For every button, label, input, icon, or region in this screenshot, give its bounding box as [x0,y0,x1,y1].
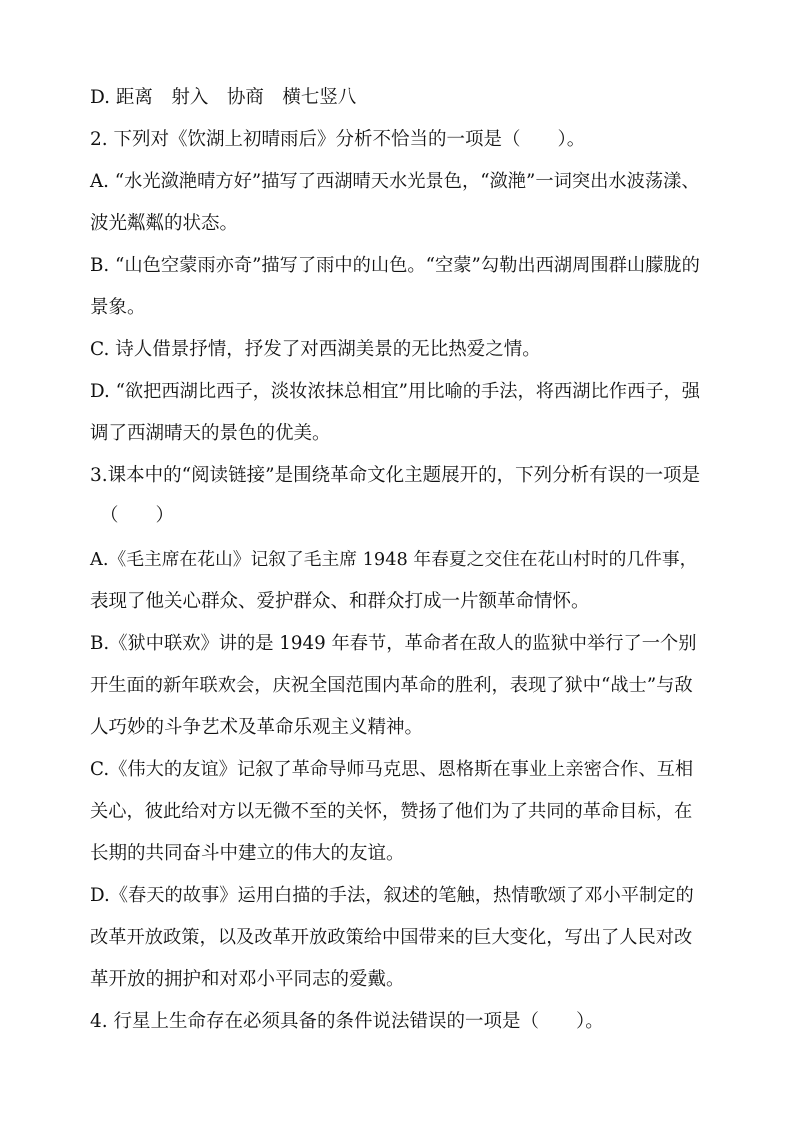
q3-option-b-cont-2: 人巧妙的斗争艺术及革命乐观主义精神。 [90,717,424,738]
q2-option-a: A. “水光潋滟晴方好”描写了西湖晴天水光景色，“潋滟”一词突出水波荡漾、 [90,171,700,192]
q3-option-d: D.《春天的故事》运用白描的手法，叙述的笔触，热情歌颂了邓小平制定的 [90,885,694,906]
q3-option-c: C.《伟大的友谊》记叙了革命导师马克思、恩格斯在事业上亲密合作、互相 [90,759,694,780]
q2-option-d-cont: 调了西湖晴天的景色的优美。 [90,423,331,444]
q3-option-a: A.《毛主席在花山》记叙了毛主席 1948 年春夏之交住在花山村时的几件事， [90,550,698,570]
q2-option-a-cont: 波光粼粼的状态。 [90,213,239,234]
q2-option-d: D. “欲把西湖比西子，淡妆浓抹总相宜”用比喻的手法，将西湖比作西子，强 [90,381,700,402]
q2-option-b: B. “山色空蒙雨亦奇”描写了雨中的山色。“空蒙”勾勒出西湖周围群山朦胧的 [90,255,700,276]
q3-option-a-cont: 表现了他关心群众、爱护群众、和群众打成一片额革命情怀。 [90,591,590,612]
q1-option-d: D. 距离 射入 协商 横七竖八 [90,87,357,108]
q3-option-d-cont-2: 革开放的拥护和对邓小平同志的爱戴。 [90,969,405,990]
q3-option-c-cont-2: 长期的共同奋斗中建立的伟大的友谊。 [90,843,405,864]
q3-answer-bracket: （ ） [100,505,175,526]
q4-stem: 4. 行星上生命存在必须具备的条件说法错误的一项是（ ）。 [90,1011,604,1032]
q2-option-c: C. 诗人借景抒情，抒发了对西湖美景的无比热爱之情。 [90,339,541,360]
q3-option-b-cont-1: 开生面的新年联欢会，庆祝全国范围内革命的胜利，表现了狱中“战士”与敌 [90,675,693,696]
q3-option-c-cont-1: 关心，彼此给对方以无微不至的关怀，赞扬了他们为了共同的革命目标，在 [90,801,693,822]
q2-option-b-cont: 景象。 [90,297,146,318]
q3-stem: 3.课本中的“阅读链接”是围绕革命文化主题展开的，下列分析有误的一项是 [90,465,701,486]
q3-option-d-cont-1: 改革开放政策，以及改革开放政策给中国带来的巨大变化，写出了人民对改 [90,927,693,948]
q2-stem: 2. 下列对《饮湖上初晴雨后》分析不恰当的一项是（ ）。 [90,129,586,150]
q3-option-b: B.《狱中联欢》讲的是 1949 年春节，革命者在敌人的监狱中举行了一个别 [90,633,697,654]
